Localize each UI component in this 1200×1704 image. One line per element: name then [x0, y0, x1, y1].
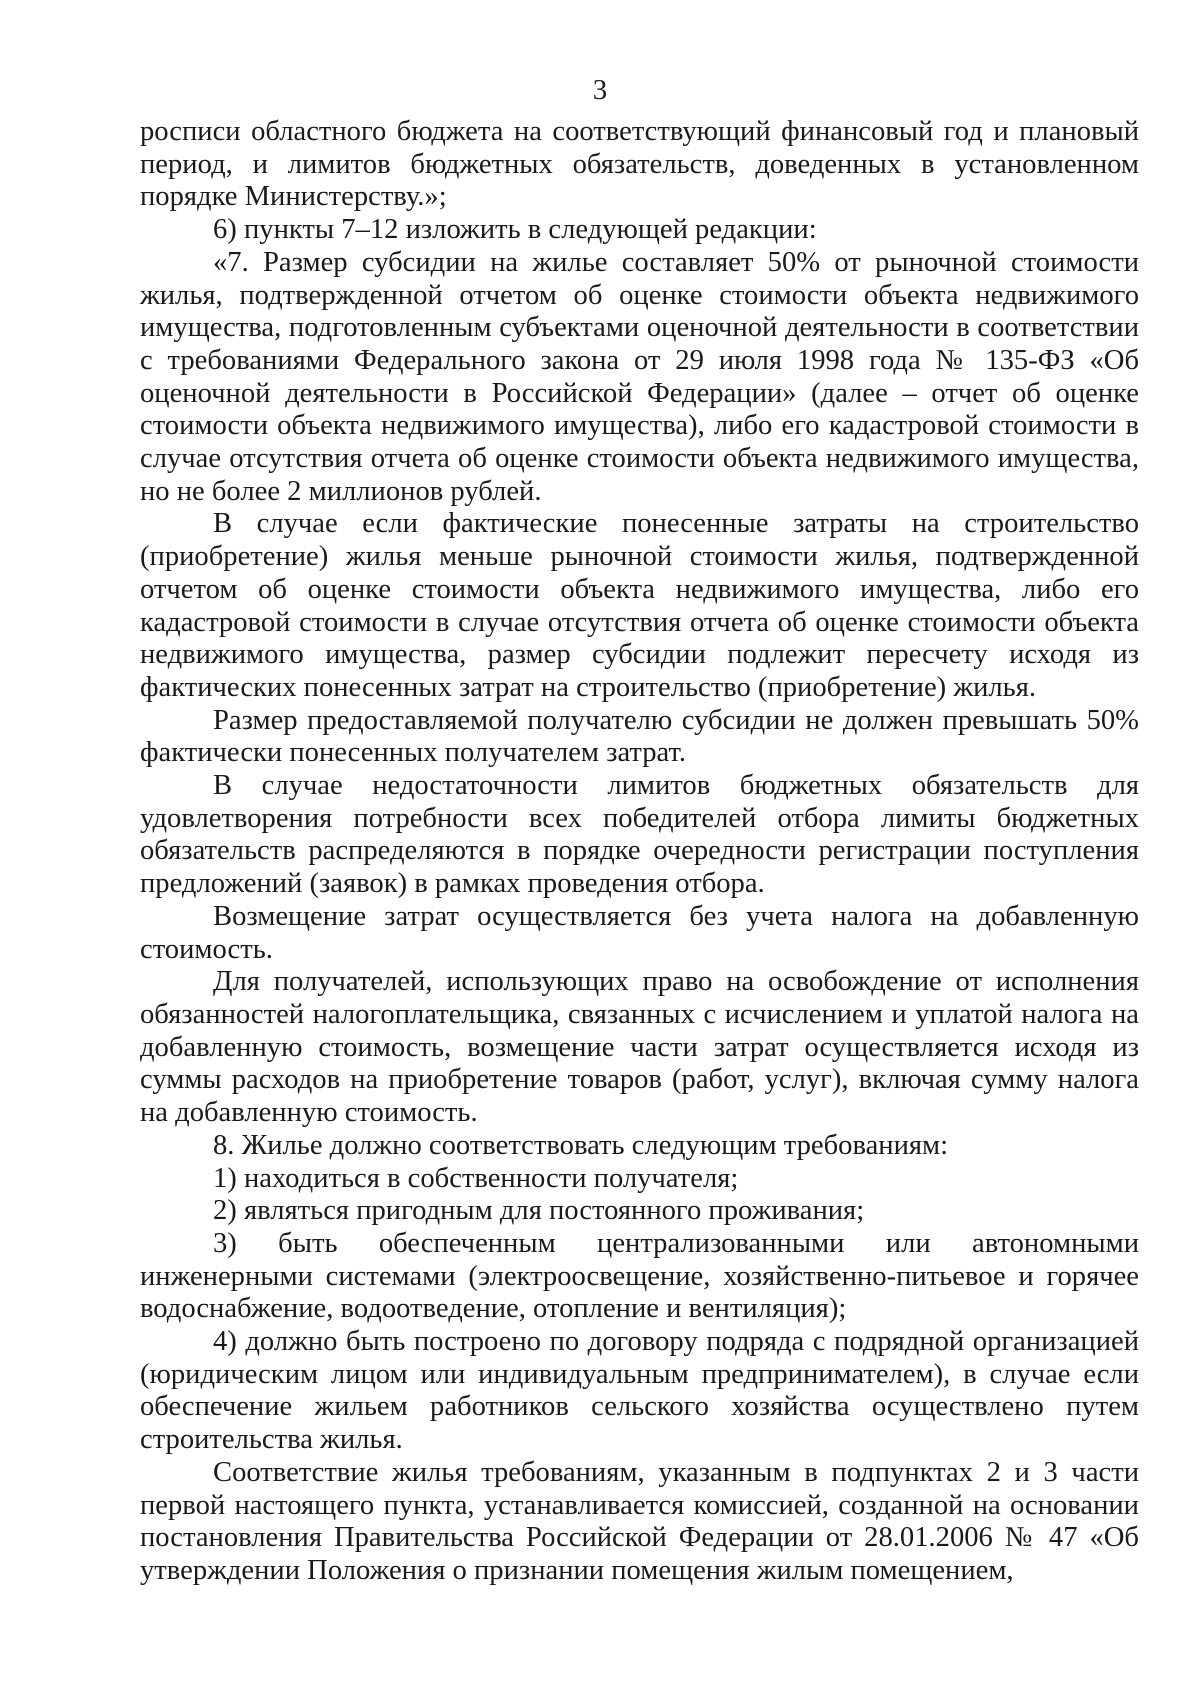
- paragraph-subsidy-limit: Размер предоставляемой получателю субсидии не должен превышать 50% фактически понесенных получателем затрат.: [140, 704, 1139, 769]
- page-number: 3: [592, 74, 608, 106]
- paragraph-compliance: Соответствие жилья требованиям, указанным в подпунктах 2 и 3 части первой настоящего пункта, устанавливается комиссией, созданной на основании постановления Правительства Российской Федерации от 28.01.2006 № 47 «Об утверждении Положения о признании помещения жилым помещением,: [140, 1456, 1139, 1586]
- list-item-3: 3) быть обеспеченным централизованными или автономными инженерными системами (электроосвещение, хозяйственно-питьевое и горячее водоснабжение, водоотведение, отопление и вентиляция);: [140, 1227, 1139, 1325]
- list-item-2: 2) являться пригодным для постоянного проживания;: [213, 1195, 865, 1227]
- paragraph-insufficient-limits: В случае недостаточности лимитов бюджетных обязательств для удовлетворения потребности всех победителей отбора лимиты бюджетных обязательств распределяются в порядке очередности регистрации поступления предложений (заявок) в рамках проведения отбора.: [140, 770, 1139, 900]
- document-body: [140, 116, 1139, 1588]
- list-item-4: 4) должно быть построено по договору подряда с подрядной организацией (юридическим лицом или индивидуальным предпринимателем), в случае если обеспечение жильем работников сельского хозяйства осуществлено путем строительства жилья.: [140, 1326, 1139, 1456]
- paragraph-point-7: «7. Размер субсидии на жилье составляет 50% от рыночной стоимости жилья, подтвержденной отчетом об оценке стоимости объекта недвижимого имущества, подготовленным субъектами оценочной деятельности в соответствии с требованиями Федерального закона от 29 июля 1998 года № 135-ФЗ «Об оценочной деятельности в Российской Федерации» (далее – отчет об оценке стоимости объекта недвижимого имущества), либо его кадастровой стоимости в случае отсутствия отчета об оценке стоимости объекта недвижимого имущества, но не более 2 миллионов рублей.: [140, 246, 1139, 507]
- paragraph-item-6: 6) пункты 7–12 изложить в следующей редакции:: [213, 214, 817, 246]
- paragraph-vat-excluded: Возмещение затрат осуществляется без учета налога на добавленную стоимость.: [140, 900, 1139, 965]
- list-item-1: 1) находиться в собственности получателя;: [213, 1162, 739, 1194]
- paragraph-vat-exempt: Для получателей, использующих право на освобождение от исполнения обязанностей налогоплательщика, связанных с исчислением и уплатой налога на добавленную стоимость, возмещение части затрат осуществляется исходя из суммы расходов на приобретение товаров (работ, услуг), включая сумму налога на добавленную стоимость.: [140, 966, 1139, 1129]
- paragraph-point-8: 8. Жилье должно соответствовать следующим требованиям:: [213, 1129, 949, 1161]
- paragraph-continuation: росписи областного бюджета на соответствующий финансовый год и плановый период, и лимитов бюджетных обязательств, доведенных в установленном порядке Министерству.»;: [140, 116, 1139, 213]
- paragraph-recalculation: В случае если фактические понесенные затраты на строительство (приобретение) жилья меньше рыночной стоимости жилья, подтвержденной отчетом об оценке стоимости объекта недвижимого имущества, либо его кадастровой стоимости в случае отсутствия отчета об оценке стоимости объекта недвижимого имущества, размер субсидии подлежит пересчету исходя из фактических понесенных затрат на строительство (приобретение) жилья.: [140, 508, 1139, 703]
